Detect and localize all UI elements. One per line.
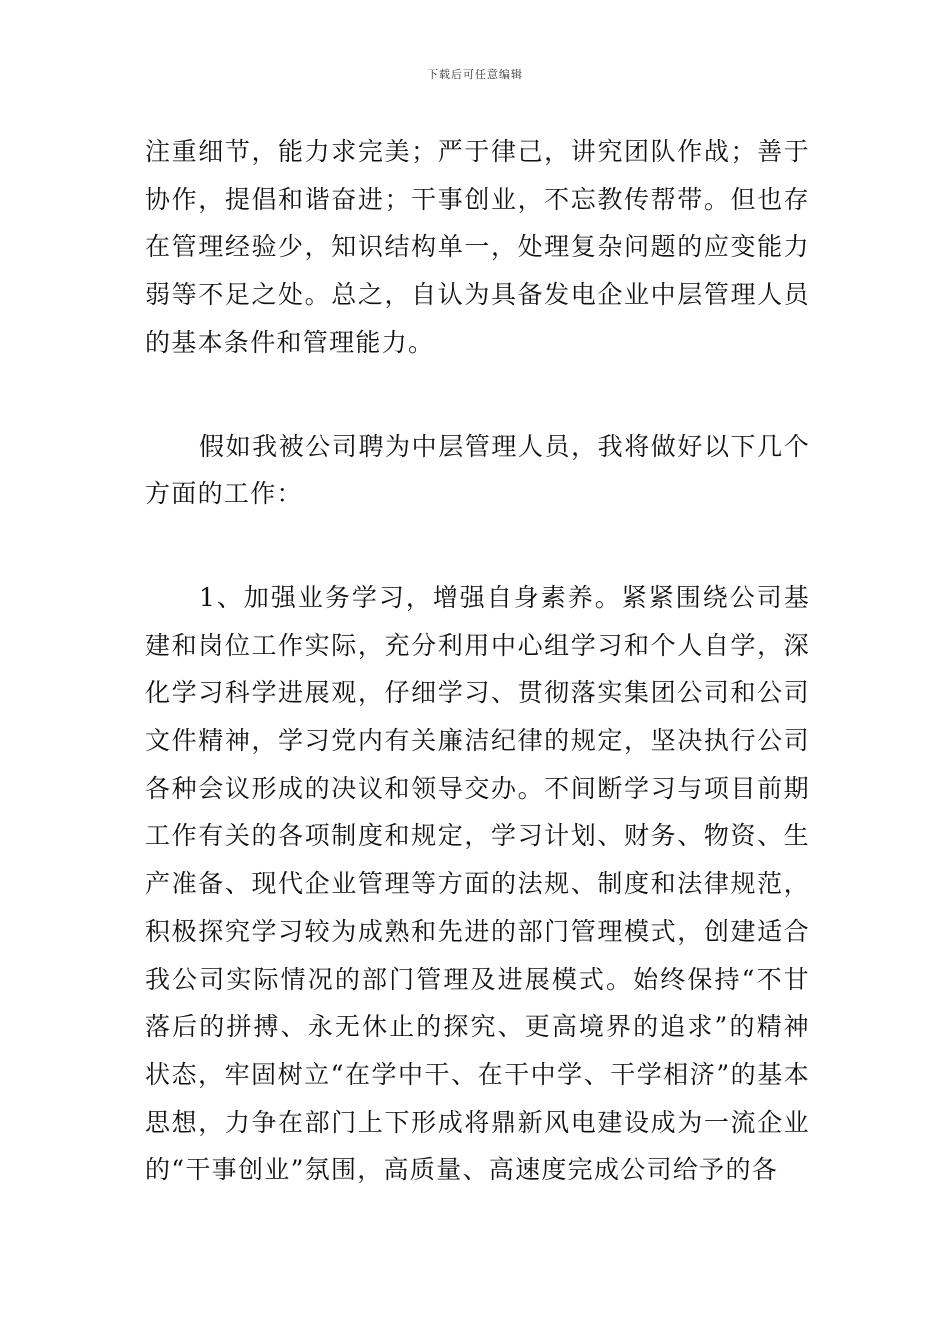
- paragraph-2: 假如我被公司聘为中层管理人员，我将做好以下几个方面的工作：: [145, 431, 810, 509]
- document-body: [145, 128, 810, 1194]
- paragraph-spacer: [145, 367, 810, 423]
- page-header-note: 下载后可任意编辑: [427, 68, 523, 81]
- paragraph-spacer: [145, 518, 810, 574]
- paragraph-1: 注重细节，能力求完美；严于律己，讲究团队作战；善于协作，提倡和谐奋进；干事创业，不忘教传帮带。但也存在管理经验少，知识结构单一，处理复杂问题的应变能力弱等不足之处。总之，自认为具备发电企业中层管理人员的基本条件和管理能力。: [145, 137, 810, 357]
- paragraph-3: 1、加强业务学习，增强自身素养。紧紧围绕公司基建和岗位工作实际，充分利用中心组学习和个人自学，深化学习科学进展观，仔细学习、贯彻落实集团公司和公司文件精神，学习党内有关廉洁纪律的规定，坚决执行公司各种会议形成的决议和领导交办。不间断学习与项目前期工作有关的各项制度和规定，学习计划、财务、物资、生产准备、现代企业管理等方面的法规、制度和法律规范，积极探究学习较为成熟和先进的部门管理模式，创建适合我公司实际情况的部门管理及进展模式。始终保持“不甘落后的拼搏、永无休止的探究、更高境界的追求”的精神状态，牢固树立“在学中干、在干中学、干学相济”的基本思想，力争在部门上下形成将鼎新风电建设成为一流企业的“干事创业”氛围，高质量、高速度完成公司给予的各: [145, 582, 810, 1185]
